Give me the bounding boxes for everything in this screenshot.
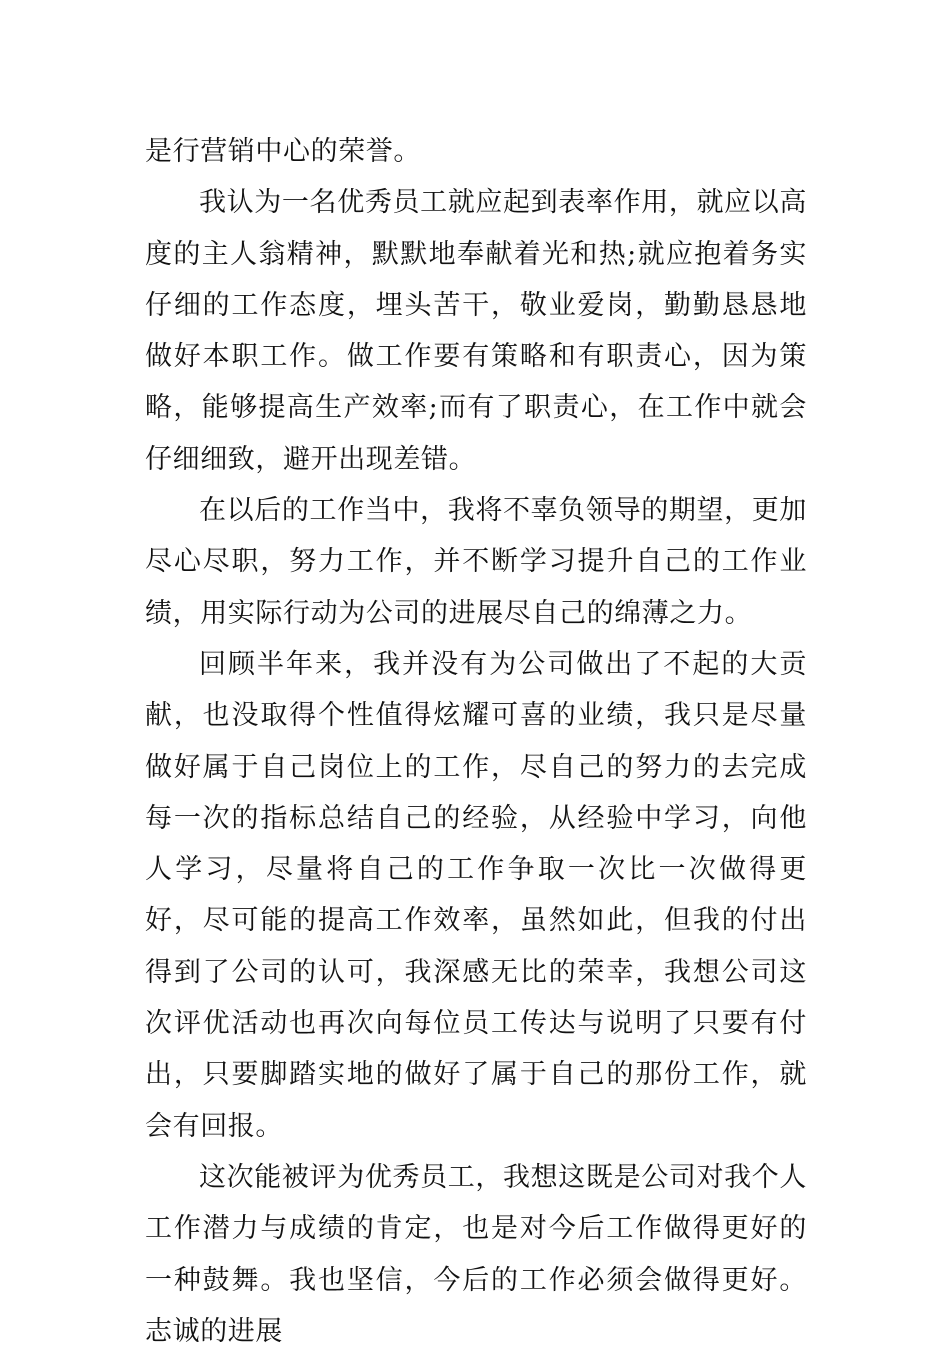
- paragraph-3: 在以后的工作当中，我将不辜负领导的期望，更加尽心尽职，努力工作，并不断学习提升自己的工作业绩，用实际行动为公司的进展尽自己的绵薄之力。: [145, 495, 807, 629]
- paragraph-4: 回顾半年来，我并没有为公司做出了不起的大贡献，也没取得个性值得炫耀可喜的业绩，我只是尽量做好属于自己岗位上的工作，尽自己的努力的去完成每一次的指标总结自己的经验，从经验中学习，向他人学习，尽量将自己的工作争取一次比一次做得更好，尽可能的提高工作效率，虽然如此，但我的付出得到了公司的认可，我深感无比的荣幸，我想公司这次评优活动也再次向每位员工传达与说明了只要有付出，只要脚踏实地的做好了属于自己的那份工作，就会有回报。: [145, 648, 807, 1142]
- paragraph-2: 我认为一名优秀员工就应起到表率作用，就应以高度的主人翁精神，默默地奉献着光和热;就应抱着务实仔细的工作态度，埋头苦干，敬业爱岗，勤勤恳恳地做好本职工作。做工作要有策略和有职责心，因为策略，能够提高生产效率;而有了职责心，在工作中就会仔细细致，避开出现差错。: [145, 187, 807, 475]
- paragraph-1: 是行营销中心的荣誉。: [145, 136, 421, 167]
- document-page: [145, 126, 807, 1357]
- paragraph-5: 这次能被评为优秀员工，我想这既是公司对我个人工作潜力与成绩的肯定，也是对今后工作做得更好的一种鼓舞。我也坚信，今后的工作必须会做得更好。志诚的进展: [145, 1161, 807, 1347]
